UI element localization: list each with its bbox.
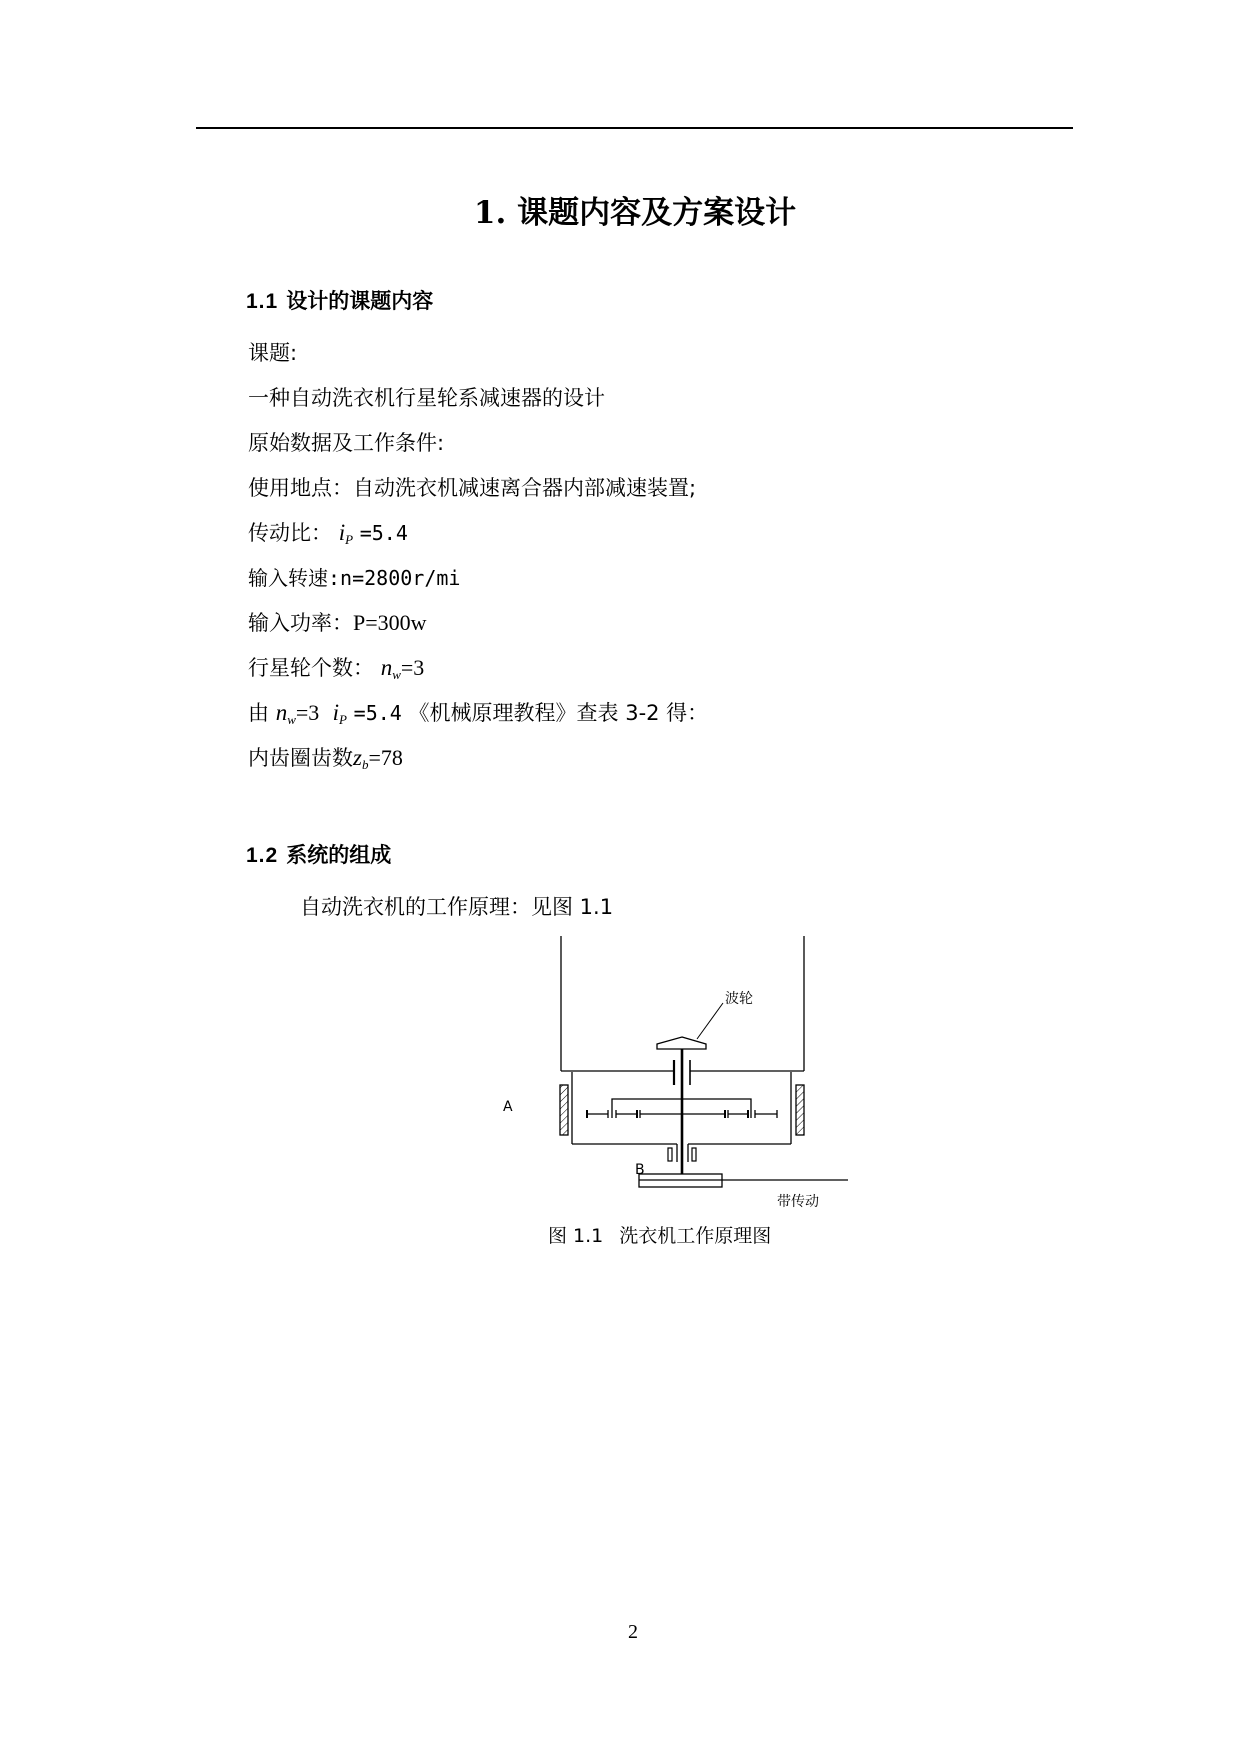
power-value: P=300w xyxy=(353,610,427,635)
impeller-label: 波轮 xyxy=(725,991,753,1007)
diagram-drawing xyxy=(490,930,870,1220)
section-title: 系统的组成 xyxy=(286,844,392,867)
label-a: A xyxy=(503,1099,513,1115)
data-label: 原始数据及工作条件: xyxy=(248,431,445,455)
label-b: B xyxy=(635,1162,645,1178)
ratio-variable: i xyxy=(338,520,346,545)
topic-value: 一种自动洗衣机行星轮系减速器的设计 xyxy=(248,386,605,410)
lookup-nw-subscript: w xyxy=(287,712,296,727)
lookup-reference: 《机械原理教程》查表 3-2 得： xyxy=(408,701,709,725)
lookup-ip-subscript: P xyxy=(339,712,347,727)
section-intro: 自动洗衣机的工作原理：见图 1.1 xyxy=(300,895,614,919)
washing-machine-diagram xyxy=(490,930,870,1220)
transmission-ratio xyxy=(248,518,408,555)
input-power xyxy=(248,608,427,638)
ratio-label: 传动比： xyxy=(248,521,332,545)
section-title: 设计的课题内容 xyxy=(286,290,434,313)
ring-variable: z xyxy=(353,745,362,770)
lookup-prefix: 由 xyxy=(248,701,269,725)
input-speed xyxy=(248,563,460,593)
figure-caption-text: 洗衣机工作原理图 xyxy=(619,1225,772,1247)
ratio-subscript: P xyxy=(345,532,354,547)
lookup-nw-variable: n xyxy=(275,700,288,725)
planet-variable: n xyxy=(380,655,393,680)
usage-location: 使用地点：自动洗衣机减速离合器内部减速装置; xyxy=(248,476,697,500)
planet-label: 行星轮个数： xyxy=(248,656,374,680)
lookup-ip-variable: i xyxy=(332,700,340,725)
ratio-value: =5.4 xyxy=(359,521,408,545)
planet-value: =3 xyxy=(400,655,425,680)
chapter-title: 1. 课题内容及方案设计 xyxy=(473,195,797,231)
section-heading-1-2 xyxy=(246,842,391,870)
power-label: 输入功率： xyxy=(248,611,353,635)
section-number: 1.1 xyxy=(246,290,279,313)
topic-label: 课题: xyxy=(248,341,298,365)
lookup-line xyxy=(248,698,708,735)
ring-gear-teeth xyxy=(248,743,403,780)
page-number: 2 xyxy=(628,1621,638,1643)
figure-caption-number: 图 1.1 xyxy=(548,1225,604,1247)
ring-label: 内齿圈齿数 xyxy=(248,746,353,770)
planet-subscript: w xyxy=(392,667,401,682)
figure-caption xyxy=(548,1223,771,1249)
lookup-nw-value: =3 xyxy=(295,700,320,725)
planet-count xyxy=(248,653,424,690)
ring-value: =78 xyxy=(368,745,403,770)
ring-subscript: b xyxy=(361,757,369,772)
belt-drive-label: 带传动 xyxy=(777,1194,819,1210)
section-heading-1-1 xyxy=(246,288,433,316)
section-number: 1.2 xyxy=(246,844,279,867)
input-speed-text: 输入转速:n=2800r/mi xyxy=(248,566,461,590)
header-rule xyxy=(196,127,1073,129)
lookup-ip-value: =5.4 xyxy=(353,701,402,725)
